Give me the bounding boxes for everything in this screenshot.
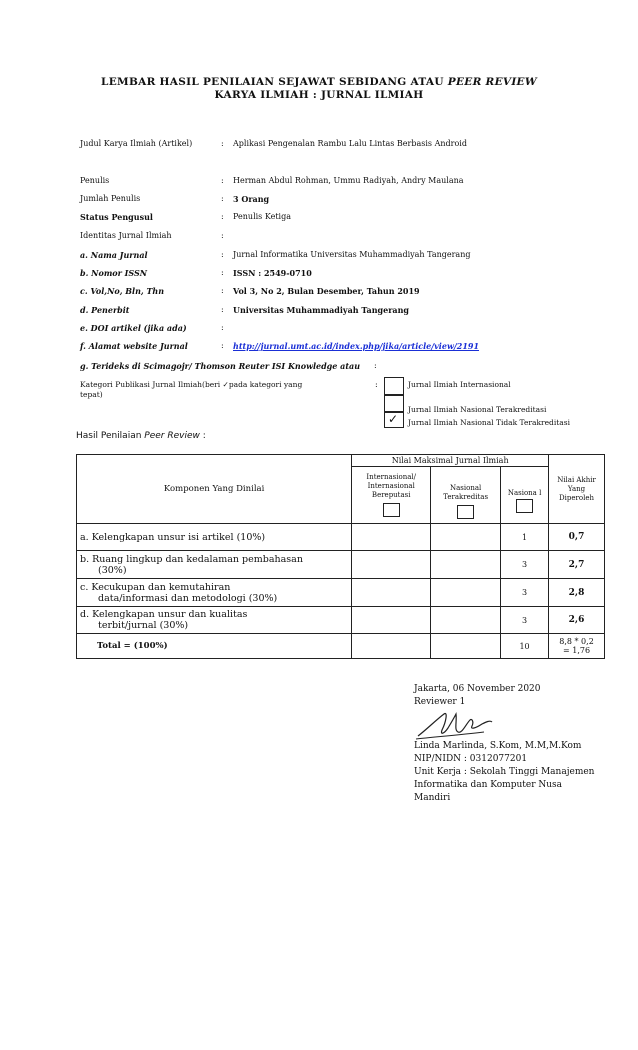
status-value: Penulis Ketiga: [233, 212, 291, 221]
table-row: [77, 551, 605, 579]
judul-label: Judul Karya Ilmiah (Artikel): [80, 139, 193, 148]
issn-label: b. Nomor ISSN: [80, 268, 148, 278]
table-row: [77, 524, 605, 551]
row-label: [77, 524, 352, 551]
jumlah-label: Jumlah Penulis: [80, 194, 141, 203]
total-label: Total = (100%): [77, 634, 352, 659]
row-label-line1: c. Kecukupan dan kemutahiran: [80, 581, 231, 593]
hasil-penilaian-heading: [76, 431, 206, 441]
box-nasional: [516, 499, 533, 513]
nilai-akhir-header: Nilai Akhir Yang Diperoleh: [549, 455, 605, 524]
handwritten-signature: [414, 708, 496, 744]
checkbox-nasional-tidak-terakreditasi[interactable]: [384, 412, 404, 428]
hasil-prefix: Hasil Penilaian: [76, 431, 145, 441]
row-max: 3: [501, 579, 549, 607]
judul-value: Aplikasi Pengenalan Rambu Lalu Lintas Berbasis Android: [233, 139, 467, 148]
title-italic: PEER REVIEW: [447, 76, 537, 88]
doi-label: e. DOI artikel (jika ada): [80, 323, 187, 333]
table-row: [77, 579, 605, 607]
colon: :: [375, 380, 378, 389]
checkbox-nasional-terakreditasi[interactable]: [384, 395, 404, 412]
row-akhir: 2,7: [549, 551, 605, 579]
nilai-max-header: Nilai Maksimal Jurnal Ilmiah: [352, 455, 549, 467]
document-title-line2: KARYA ILMIAH : JURNAL ILMIAH: [214, 89, 424, 101]
col-nas-terakreditasi: [431, 467, 501, 524]
penerbit-label: d. Penerbit: [80, 305, 130, 315]
colon: :: [221, 250, 224, 259]
place-date: Jakarta, 06 November 2020: [414, 684, 541, 694]
row-max: 3: [501, 551, 549, 579]
assessment-table: [76, 454, 605, 659]
status-label: Status Pengusul: [80, 212, 153, 222]
total-row: [77, 634, 605, 659]
colon: :: [374, 361, 377, 370]
row-label-line2: data/informasi dan metodologi (30%): [98, 592, 278, 604]
nama-jurnal-label: a. Nama Jurnal: [80, 250, 148, 260]
row-label-line1: a. Kelengkapan unsur isi artikel (10%): [80, 531, 266, 543]
col-nasional-label: Nasiona l: [507, 489, 542, 497]
total-akhir-line2: = 1,76: [562, 646, 591, 655]
penulis-label: Penulis: [80, 176, 110, 185]
row-label: [77, 579, 352, 607]
kategori-nasional-terakreditasi: Jurnal Ilmiah Nasional Terakreditasi: [408, 405, 547, 414]
cell-empty: [431, 524, 501, 551]
reviewer-name: Linda Marlinda, S.Kom, M.M,M.Kom: [414, 741, 582, 751]
unit-kerja-line2: Informatika dan Komputer Nusa: [414, 780, 563, 790]
kategori-nasional-tidak-terakreditasi: Jurnal Ilmiah Nasional Tidak Terakreditasi: [408, 418, 570, 427]
colon: :: [221, 286, 224, 295]
jumlah-value: 3 Orang: [233, 194, 270, 204]
row-label: [77, 551, 352, 579]
row-max: 3: [501, 607, 549, 634]
row-label-line2: (30%): [98, 564, 127, 576]
box-nas-terakreditasi: [457, 505, 474, 519]
hasil-italic: Peer Review: [144, 431, 200, 441]
colon: :: [221, 176, 224, 185]
row-label: [77, 607, 352, 634]
komponen-header: Komponen Yang Dinilai: [77, 455, 352, 524]
unit-kerja-line1: Unit Kerja : Sekolah Tinggi Manajemen: [414, 767, 595, 777]
row-akhir: 2,8: [549, 579, 605, 607]
colon: :: [221, 268, 224, 277]
kategori-label-line1: Kategori Publikasi Jurnal Ilmiah(beri ✓pada kategori yang: [80, 380, 303, 389]
checkbox-internasional[interactable]: [384, 377, 404, 395]
col-nas-terakreditasi-label: Nasional Terakreditas: [443, 483, 489, 501]
colon: :: [221, 212, 224, 221]
kategori-internasional: Jurnal Ilmiah Internasional: [408, 380, 511, 389]
hasil-suffix: :: [199, 431, 206, 441]
penulis-value: Herman Abdul Rohman, Ummu Radiyah, Andry Maulana: [233, 176, 464, 185]
colon: :: [221, 231, 224, 240]
vol-value: Vol 3, No 2, Bulan Desember, Tahun 2019: [233, 286, 420, 296]
total-akhir-line1: 8,8 * 0,2: [559, 637, 594, 646]
row-label-line1: d. Kelengkapan unsur dan kualitas: [80, 609, 248, 620]
unit-kerja-line3: Mandiri: [414, 793, 451, 803]
total-max: 10: [501, 634, 549, 659]
col-internasional-label: Internasional/ Internasional Bereputasi: [366, 473, 417, 499]
cell-empty: [352, 524, 431, 551]
cell-empty: [431, 607, 501, 634]
row-label-line2: terbit/jurnal (30%): [98, 620, 189, 631]
journal-url-link[interactable]: http://jurnal.umt.ac.id/index.php/jika/article/view/2191: [233, 341, 480, 351]
reviewer-nip: NIP/NIDN : 0312077201: [414, 754, 528, 764]
cell-empty: [352, 551, 431, 579]
box-internasional: [383, 503, 400, 517]
row-label-line1: b. Ruang lingkup dan kedalaman pembahasan: [80, 553, 303, 565]
total-akhir: [549, 634, 605, 659]
nama-jurnal-value: Jurnal Informatika Universitas Muhammadiyah Tangerang: [233, 250, 471, 259]
alamat-label: f. Alamat website Jurnal: [80, 341, 188, 351]
penerbit-value: Universitas Muhammadiyah Tangerang: [233, 305, 410, 315]
cell-empty: [352, 607, 431, 634]
document-title-line1: [0, 76, 638, 88]
col-nasional: [501, 467, 549, 524]
table-row: [77, 607, 605, 634]
col-internasional: [352, 467, 431, 524]
colon: :: [221, 139, 224, 148]
issn-value: ISSN : 2549-0710: [233, 268, 312, 278]
colon: :: [221, 341, 224, 350]
colon: :: [221, 323, 224, 332]
terindeks-label: g. Terideks di Scimagojr/ Thomson Reuter ISI Knowledge atau: [80, 361, 361, 371]
row-akhir: 2,6: [549, 607, 605, 634]
cell-empty: [352, 579, 431, 607]
row-akhir: 0,7: [549, 524, 605, 551]
reviewer-role: Reviewer 1: [414, 697, 466, 707]
check-mark-icon: ✓: [388, 412, 399, 426]
colon: :: [221, 194, 224, 203]
identitas-label: Identitas Jurnal Ilmiah: [80, 231, 172, 240]
row-max: 1: [501, 524, 549, 551]
cell-empty: [431, 579, 501, 607]
kategori-label-line2: tepat): [80, 390, 103, 399]
colon: :: [221, 305, 224, 314]
title-text: LEMBAR HASIL PENILAIAN SEJAWAT SEBIDANG ATAU: [101, 76, 448, 88]
cell-empty: [352, 634, 431, 659]
cell-empty: [431, 634, 501, 659]
cell-empty: [431, 551, 501, 579]
vol-label: c. Vol,No, Bln, Thn: [80, 286, 165, 296]
